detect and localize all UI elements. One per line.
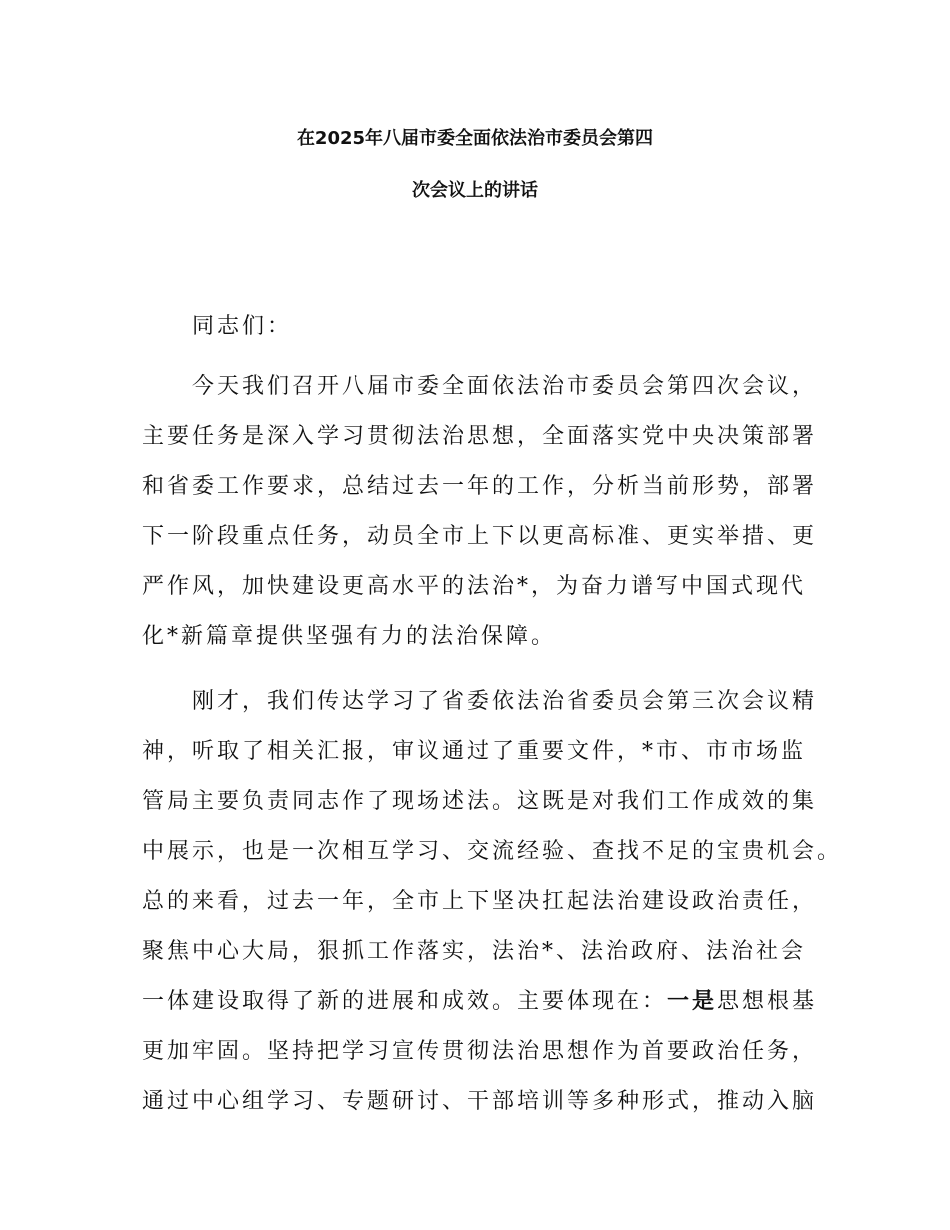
paragraph-line: 和省委工作要求，总结过去一年的工作，分析当前形势，部署: [142, 474, 818, 499]
paragraph-line: 中展示，也是一次相互学习、交流经验、查找不足的宝贵机会。: [142, 839, 843, 864]
paragraph-line: 管局主要负责同志作了现场述法。这既是对我们工作成效的集: [142, 789, 818, 814]
paragraph-line: 更加牢固。坚持把学习宣传贯彻法治思想作为首要政治任务，: [142, 1039, 818, 1064]
paragraph-line: 聚焦中心大局，狠抓工作落实，法治*、法治政府、法治社会: [142, 939, 807, 964]
paragraph-line: 通过中心组学习、专题研讨、干部培训等多种形式，推动入脑: [142, 1089, 818, 1114]
document-title-line-1: 在2025年八届市委全面依法治市委员会第四: [296, 128, 654, 149]
paragraph-line: 总的来看，过去一年，全市上下坚决扛起法治建设政治责任，: [142, 889, 818, 914]
paragraph-line: 化*新篇章提供坚强有力的法治保障。: [142, 624, 557, 649]
paragraph-line: 严作风，加快建设更高水平的法治*，为奋力谱写中国式现代: [142, 574, 807, 599]
paragraph-line: 下一阶段重点任务，动员全市上下以更高标准、更实举措、更: [142, 524, 818, 549]
paragraph-line: [142, 987, 842, 1017]
paragraph-line: 刚才，我们传达学习了省委依法治省委员会第三次会议精: [192, 689, 818, 714]
paragraph-text: 一体建设取得了新的进展和成效。主要体现在：: [142, 989, 668, 1014]
paragraph-line: 今天我们召开八届市委全面依法治市委员会第四次会议，: [192, 374, 818, 399]
paragraph-line: 神，听取了相关汇报，审议通过了重要文件，*市、市市场监: [142, 739, 807, 764]
document-title-line-2: 次会议上的讲话: [412, 180, 538, 201]
paragraph-text: 思想根基: [717, 989, 818, 1014]
paragraph-line: 主要任务是深入学习贯彻法治思想，全面落实党中央决策部署: [142, 424, 818, 449]
emphasis-text: 一是: [667, 989, 718, 1014]
salutation: 同志们：: [192, 314, 293, 339]
